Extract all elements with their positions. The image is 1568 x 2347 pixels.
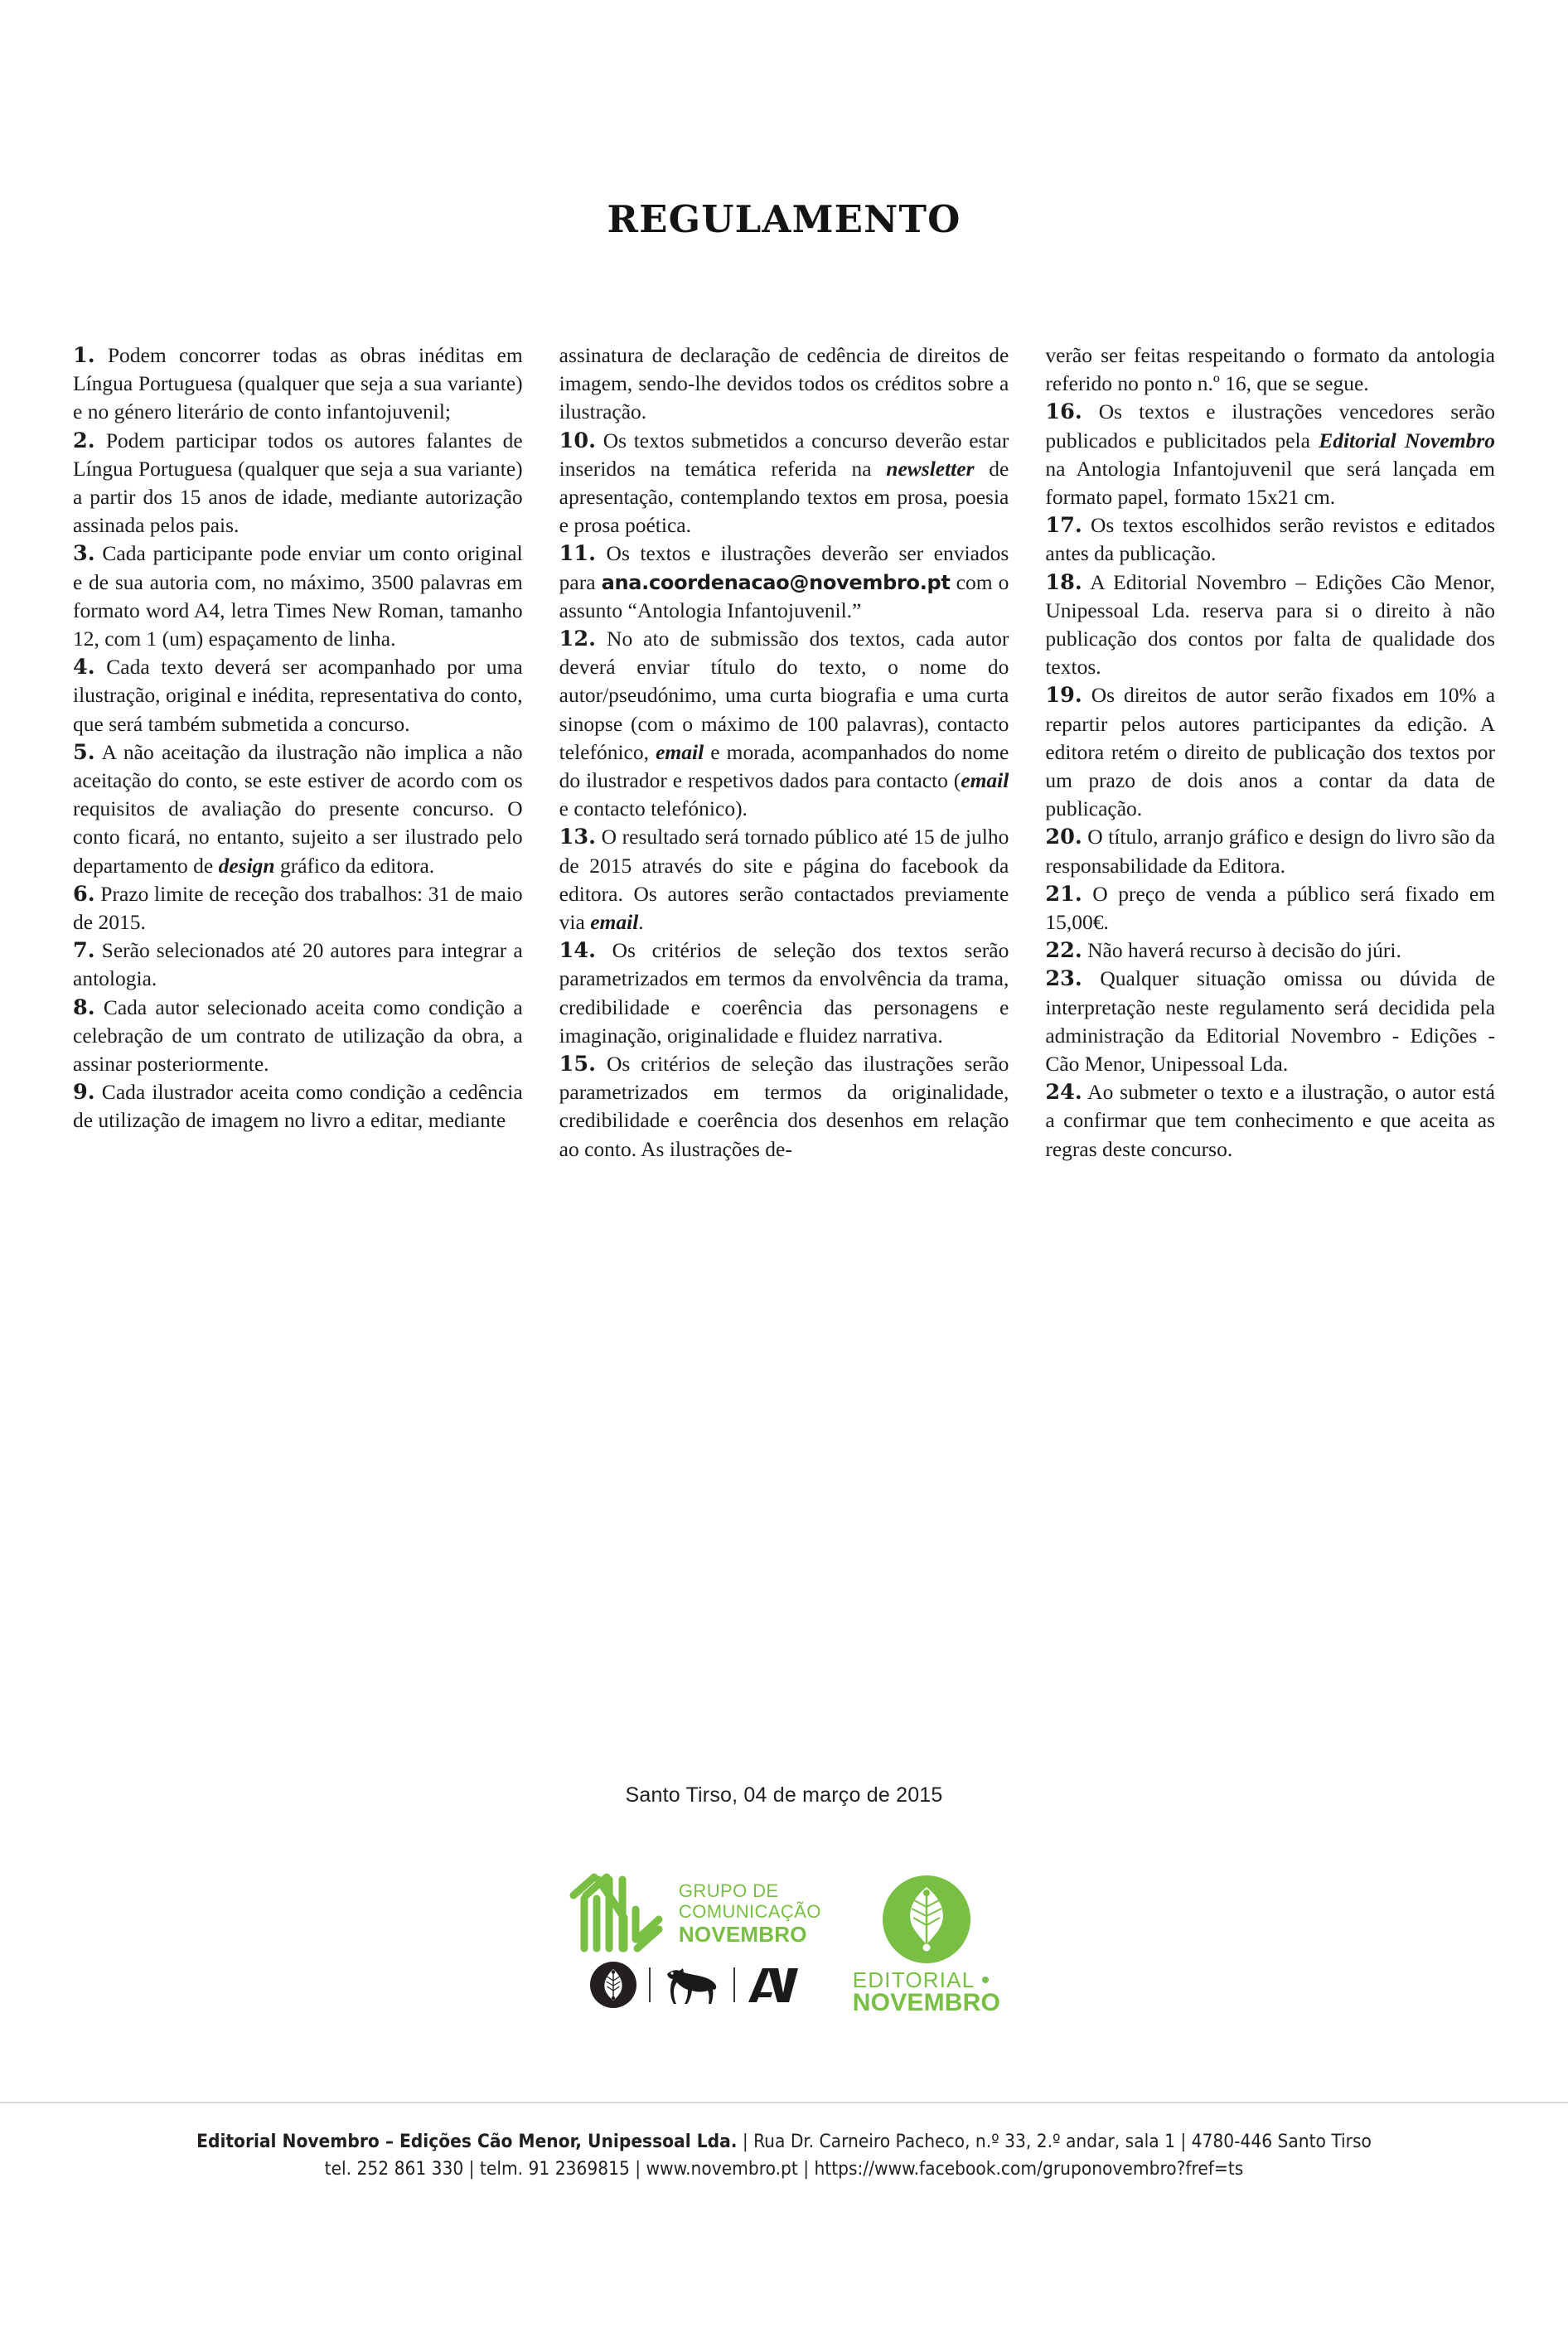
regulation-item: 14. Os critérios de seleção dos textos serão parametrizados em termos da envolvência da trama, credibilidade e coerência das personagens e imaginação, originalidade e fluidez narrativa. — [559, 938, 1009, 1048]
regulation-item: 16. Os textos e ilustrações vencedores serão publicados e publicitados pela Editorial Novembro na Antologia Infantojuvenil que será lançada em formato papel, formato 15x21 cm. — [1045, 399, 1496, 510]
page-title: REGULAMENTO — [607, 197, 961, 241]
item-number: 3. — [73, 541, 95, 567]
item-number: 16. — [1045, 399, 1082, 425]
cao-menor-leaf-icon — [589, 1961, 637, 2009]
item-number: 14. — [559, 938, 597, 964]
regulation-item: 8. Cada autor selecionado aceita como condição a celebração de um contrato de utilização da obra, a assinar posteriormente. — [73, 994, 523, 1077]
emphasis-term: design — [218, 853, 275, 878]
regulation-item: 19. Os direitos de autor serão fixados em 10% a repartir pelos autores participantes da edição. A editora retém o direito de publicação dos textos por um prazo de dois anos a contar da data de publicação. — [1045, 683, 1496, 821]
item-number: 22. — [1045, 938, 1082, 964]
item-number: 10. — [559, 428, 597, 453]
regulation-item: 11. Os textos e ilustrações deverão ser enviados para ana.coordenacao@novembro.pt com o assunto “Antologia Infantojuvenil.” — [559, 541, 1009, 622]
regulation-item: 24. Ao submeter o texto e a ilustração, o autor está a confirmar que tem conhecimento e que aceita as regras deste concurso. — [1045, 1080, 1496, 1161]
logo-divider-2 — [733, 1967, 735, 2002]
item-number: 8. — [73, 994, 95, 1020]
regulation-item: 2. Podem participar todos os autores falantes de Língua Portuguesa (qualquer que seja a sua variante) a partir dos 15 anos de idade, mediante autorização assinada pelos pais. — [73, 428, 523, 538]
regulation-item: 3. Cada participante pode enviar um conto original e de sua autoria com, no máximo, 3500 palavras em formato word A4, letra Times New Roman, tamanho 12, com 1 (um) espaçamento de linha. — [73, 541, 523, 651]
regulation-item: 1. Podem concorrer todas as obras inéditas em Língua Portuguesa (qualquer que seja a sua variante) e no género literário de conto infantojuvenil; — [73, 343, 523, 424]
grupo-novembro-logo — [568, 1871, 821, 2009]
editorial-dot-icon — [982, 1977, 989, 1983]
item-number: 24. — [1045, 1080, 1082, 1106]
item-number: 6. — [73, 881, 95, 907]
footer-address: | Rua Dr. Carneiro Pacheco, n.º 33, 2.º andar, sala 1 | 4780-446 Santo Tirso — [737, 2131, 1372, 2152]
footer-line-1 — [0, 2128, 1568, 2156]
emphasis-term: email — [961, 768, 1009, 793]
text-column-2 — [559, 341, 1009, 1164]
regulation-item: 15. Os critérios de seleção das ilustrações serão parametrizados em termos da originalidade, credibilidade e coerência dos desenhos em relação ao conto. As ilustrações de- — [559, 1052, 1009, 1161]
grupo-logo-row — [568, 1871, 821, 1954]
grupo-line-1: GRUPO DE — [678, 1880, 779, 1902]
editorial-logo-text — [853, 1969, 1000, 2016]
grupo-logo-text — [679, 1878, 821, 1947]
item-number: 2. — [73, 428, 95, 453]
regulation-item: 12. No ato de submissão dos textos, cada autor deverá enviar título do texto, o nome do autor/pseudónimo, uma curta biografia e uma curta sinopse (com o máximo de 100 palavras), contacto telefónico, email e morada, acompanhados do nome do ilustrador e respetivos dados para contacto (email e contacto telefónico). — [559, 627, 1009, 821]
footer — [0, 2128, 1568, 2183]
horse-icon — [662, 1963, 722, 2006]
item-number: 18. — [1045, 569, 1082, 595]
regulation-item: 7. Serão selecionados até 20 autores para integrar a antologia. — [73, 938, 523, 991]
item-number: 17. — [1045, 513, 1082, 539]
item-number: 23. — [1045, 966, 1082, 992]
footer-divider — [0, 2102, 1568, 2103]
regulation-columns — [73, 341, 1495, 1164]
logo-strip — [0, 1871, 1568, 2016]
item-number: 7. — [73, 938, 95, 964]
grupo-novembro-mark-icon — [568, 1871, 665, 1954]
emphasis-term: email — [656, 739, 704, 764]
editorial-line-1: EDITORIAL — [852, 1967, 975, 1992]
emphasis-term: Editorial Novembro — [1319, 428, 1495, 452]
item-number: 20. — [1045, 825, 1082, 850]
text-column-1 — [73, 341, 523, 1164]
sub-brand-row — [589, 1961, 800, 2009]
logo-divider-1 — [649, 1967, 651, 2002]
item-number: 13. — [559, 825, 597, 850]
regulation-item: 5. A não aceitação da ilustração não implica a não aceitação do conto, se este estiver de acordo com os requisitos de avaliação do presente concurso. O conto ficará, no entanto, sujeito a ser ilustrado pelo departamento de design gráfico da editora. — [73, 739, 523, 878]
item-number: 19. — [1045, 683, 1082, 709]
regulation-item: 9. Cada ilustrador aceita como condição a cedência de utilização de imagem no livro a editar, mediante — [73, 1080, 523, 1133]
text-column-3 — [1045, 341, 1495, 1164]
regulation-item: 18. A Editorial Novembro – Edições Cão Menor, Unipessoal Lda. reserva para si o direito à não publicação dos contos por falta de qualidade dos textos. — [1045, 569, 1496, 680]
regulation-item: 21. O preço de venda a público será fixado em 15,00€. — [1045, 881, 1496, 935]
footer-company: Editorial Novembro – Edições Cão Menor, Unipessoal Lda. — [196, 2131, 738, 2152]
emphasis-term: email — [590, 910, 639, 935]
regulation-item: 22. Não haverá recurso à decisão do júri. — [1045, 938, 1401, 964]
item-number: 15. — [559, 1052, 597, 1077]
regulation-item: 17. Os textos escolhidos serão revistos e editados antes da publicação. — [1045, 513, 1496, 566]
editorial-leaf-icon — [882, 1875, 971, 1964]
regulation-item: 6. Prazo limite de receção dos trabalhos: 31 de maio de 2015. — [73, 881, 523, 935]
regulation-item: 13. O resultado será tornado público até 15 de julho de 2015 através do site e página do facebook da editora. Os autores serão contactados previamente via email. — [559, 825, 1009, 935]
regulation-item: 20. O título, arranjo gráfico e design do livro são da responsabilidade da Editora. — [1045, 825, 1496, 878]
regulation-item: verão ser feitas respeitando o formato da antologia referido no ponto n.º 16, que se segue. — [1045, 343, 1496, 396]
item-number: 11. — [559, 541, 597, 567]
footer-line-2: tel. 252 861 330 | telm. 91 2369815 | www.novembro.pt | https://www.facebook.com/gruponovembro?fref=ts — [324, 2158, 1244, 2180]
emphasis-term: newsletter — [886, 456, 975, 481]
contact-email[interactable]: ana.coordenacao@novembro.pt — [601, 570, 951, 594]
grupo-line-2: COMUNICAÇÃO — [678, 1901, 821, 1923]
item-number: 21. — [1045, 881, 1082, 907]
editorial-line-2: NOVEMBRO — [852, 1989, 1001, 2016]
item-number: 12. — [559, 627, 597, 652]
item-number: 4. — [73, 655, 95, 680]
regulation-item: 23. Qualquer situação omissa ou dúvida de interpretação neste regulamento será decidida pela administração da Editorial Novembro - Edições - Cão Menor, Unipessoal Lda. — [1045, 966, 1496, 1077]
editorial-novembro-logo — [853, 1871, 1000, 2016]
item-number: 9. — [73, 1080, 95, 1106]
date-line: Santo Tirso, 04 de março de 2015 — [625, 1783, 943, 1807]
grupo-line-3: NOVEMBRO — [678, 1922, 807, 1948]
regulation-item: 10. Os textos submetidos a concurso deverão estar inseridos na temática referida na newsletter de apresentação, contemplando textos em prosa, poesia e prosa poética. — [559, 428, 1009, 538]
item-number: 1. — [73, 343, 95, 368]
av-monogram-icon — [747, 1963, 800, 2006]
regulation-item: 4. Cada texto deverá ser acompanhado por uma ilustração, original e inédita, representativa do conto, que será também submetida a concurso. — [73, 655, 523, 736]
regulation-item: assinatura de declaração de cedência de direitos de imagem, sendo-lhe devidos todos os créditos sobre a ilustração. — [559, 343, 1009, 424]
item-number: 5. — [73, 739, 95, 765]
